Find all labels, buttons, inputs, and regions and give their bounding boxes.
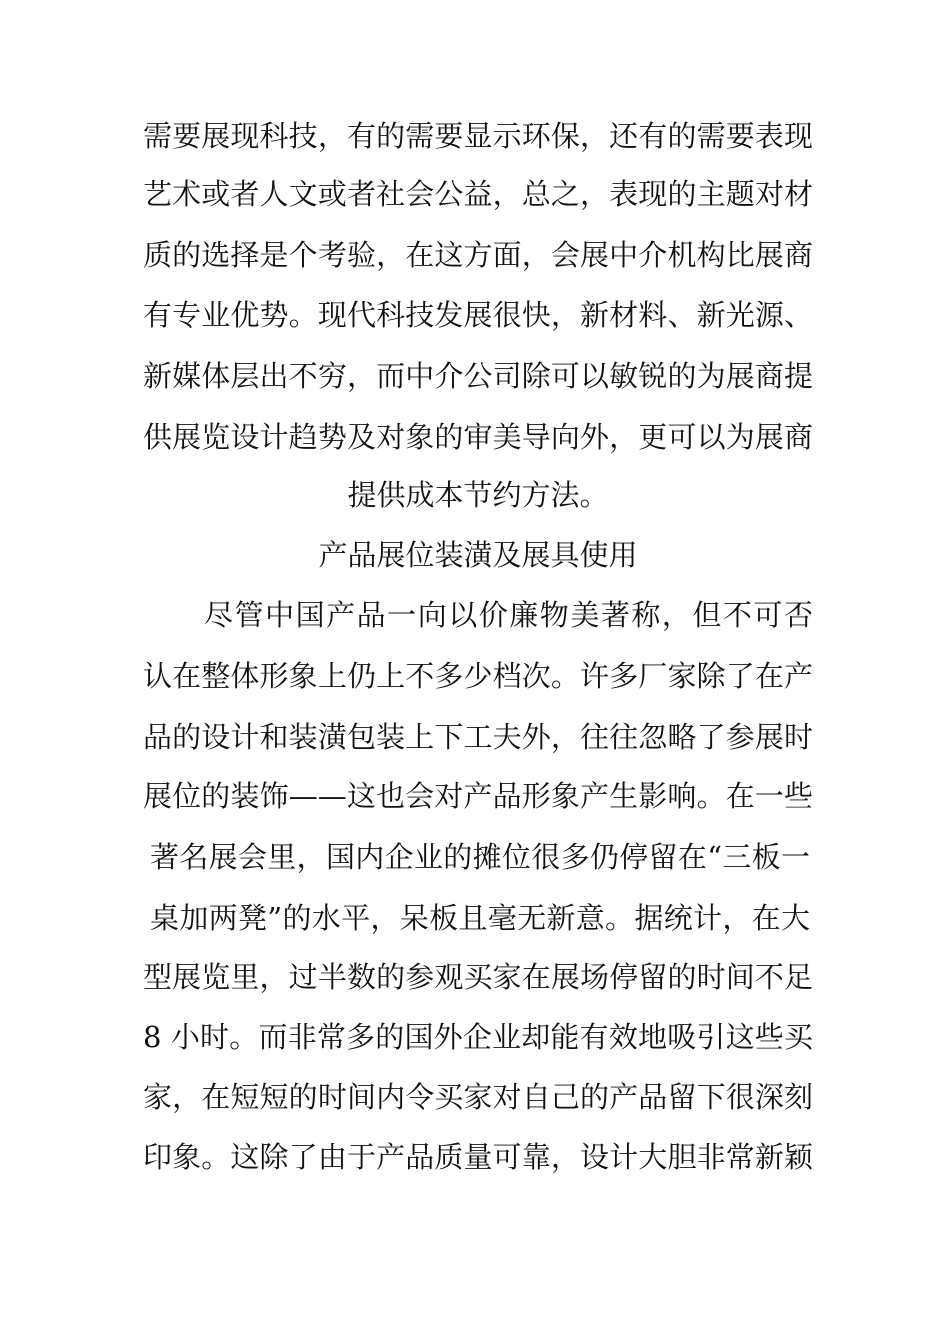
paragraph-first-line: 尽管中国产品一向以价廉物美著称，但不可否: [143, 598, 813, 632]
body-line: 桌加两凳”的水平，呆板且毫无新意。据统计，在大: [150, 901, 810, 935]
body-line: 家，在短短的时间内令买家对自己的产品留下很深刻: [143, 1080, 813, 1114]
body-line: 型展览里，过半数的参观买家在展场停留的时间不足: [143, 960, 813, 994]
body-line: 质的选择是个考验，在这方面，会展中介机构比展商: [143, 238, 813, 272]
body-line: 8 小时。而非常多的国外企业却能有效地吸引这些买: [143, 1020, 813, 1054]
body-line: 展位的装饰——这也会对产品形象产生影响。在一些: [143, 779, 813, 813]
body-line: 品的设计和装潢包装上下工夫外，往往忽略了参展时: [143, 720, 813, 754]
body-line: 供展览设计趋势及对象的审美导向外，更可以为展商: [143, 420, 813, 454]
body-line: 印象。这除了由于产品质量可靠，设计大胆非常新颖: [143, 1140, 813, 1174]
body-line: 著名展会里，国内企业的摊位很多仍停留在“三板一: [150, 840, 810, 874]
body-line: 艺术或者人文或者社会公益，总之，表现的主题对材: [143, 177, 813, 211]
body-line: 有专业优势。现代科技发展很快，新材料、新光源、: [143, 298, 813, 332]
body-line: 新媒体层出不穷，而中介公司除可以敏锐的为展商提: [143, 359, 813, 393]
paragraph-ending-line: 提供成本节约方法。: [347, 478, 609, 512]
section-heading: 产品展位装潢及展具使用: [318, 538, 638, 572]
body-line: 认在整体形象上仍上不多少档次。许多厂家除了在产: [143, 659, 813, 693]
body-line: 需要展现科技，有的需要显示环保，还有的需要表现: [143, 119, 813, 153]
